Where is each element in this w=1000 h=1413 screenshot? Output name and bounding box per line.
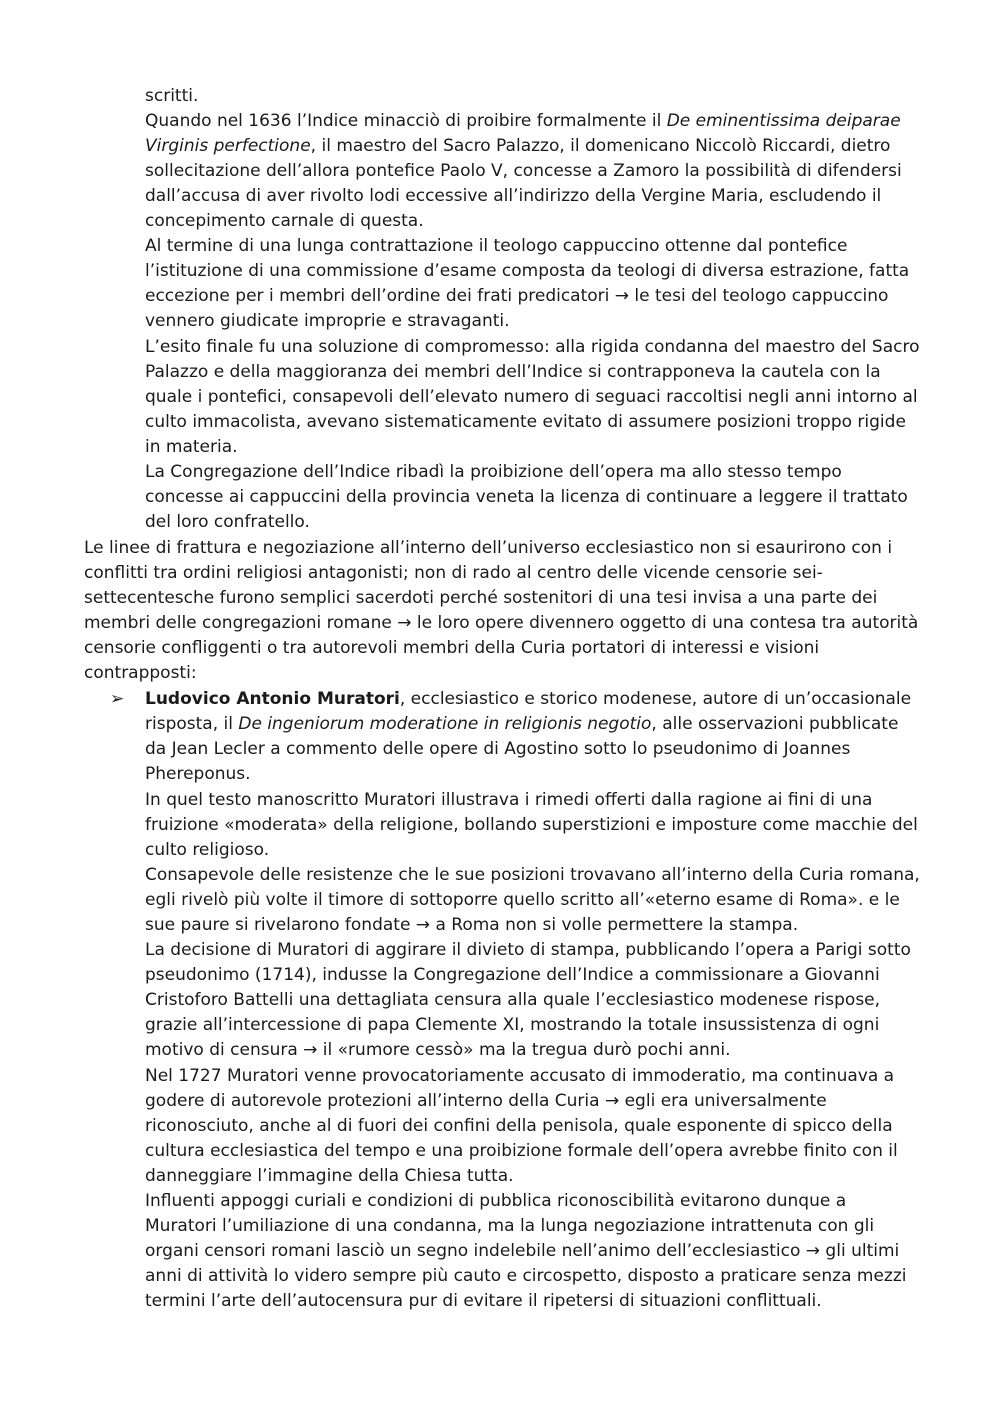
work-title: De ingeniorum moderatione in religionis negotio bbox=[238, 714, 652, 735]
paragraph-paris-edition: La decisione di Muratori di aggirare il divieto di stampa, pubblicando l’opera a Parigi sotto pseudonimo (1714), indusse la Congregazione dell’Indice a commissionare a Giovanni Cristoforo Battelli una dettagliata censura alla quale l’ecclesiastico modenese rispose, grazie all’intercessione di papa Clemente XI, mostrando la totale insussistenza di ogni motivo di censura → il «rumore cessò» ma la tregua durò pochi anni. bbox=[145, 940, 911, 1061]
paragraph-compromise: L’esito finale fu una soluzione di compromesso: alla rigida condanna del maestro del Sacro Palazzo e della maggioranza dei membri dell’Indice si contrapponeva la cautela con la quale i pontefici, consapevoli dell’elevato numero di seguaci raccoltisi negli anni intorno al culto immacolista, avevano sistematicamente evitato di assumere posizioni troppo rigide in materia. bbox=[145, 337, 920, 458]
text-run: , ecclesiastico e storico modenese, autore di un’occasionale risposta, il bbox=[145, 689, 912, 735]
paragraph-self-censorship: Influenti appoggi curiali e condizioni di pubblica riconoscibilità evitarono dunque a Muratori l’umiliazione di una condanna, ma la lunga negoziazione intrattenuta con gli organi censori romani lasciò un segno indelebile nell’animo dell’ecclesiastico → gli ultimi anni di attività lo videro sempre più cauto e circospetto, disposto a praticare senza mezzi termini l’arte dell’autocensura pur di evitare il ripetersi di situazioni conflittuali. bbox=[145, 1191, 907, 1312]
text-run: , il maestro del Sacro Palazzo, il domenicano Niccolò Riccardi, dietro sollecitazione dell’allora pontefice Paolo V, concesse a Zamoro la possibilità di difendersi dall’accusa di aver rivolto lodi eccessive all’indirizzo della Vergine Maria, escludendo il concepimento carnale di questa. bbox=[145, 136, 902, 232]
paragraph-scritti: scritti. bbox=[145, 86, 199, 106]
bullet-arrow-icon: ➢ bbox=[110, 689, 125, 709]
paragraph-zamoro-defense bbox=[145, 109, 920, 234]
person-name: Ludovico Antonio Muratori bbox=[145, 689, 400, 709]
paragraph-manuscript: In quel testo manoscritto Muratori illustrava i rimedi offerti dalla ragione ai fini di una fruizione «moderata» della religione, bollando superstizioni e imposture come macchie del culto religioso. bbox=[145, 790, 918, 861]
paragraph-resistances: Consapevole delle resistenze che le sue posizioni trovavano all’interno della Curia romana, egli rivelò più volte il timore di sottoporre quello scritto all’«eterno esame di Roma». e le sue paure si rivelarono fondate → a Roma non si volle permettere la stampa. bbox=[145, 865, 920, 936]
text-run: , alle osservazioni pubblicate da Jean Lecler a commento delle opere di Agostino sotto lo pseudonimo di Joannes Phereponus. bbox=[145, 714, 899, 785]
text-run: Quando nel 1636 l’Indice minacciò di proibire formalmente il bbox=[145, 111, 667, 131]
paragraph-1727: Nel 1727 Muratori venne provocatoriamente accusato di immoderatio, ma continuava a godere di autorevole protezioni all’interno della Curia → egli era universalmente riconosciuto, anche al di fuori dei confini della penisola, quale esponente di spicco della cultura ecclesiastica del tempo e una proibizione formale dell’opera avrebbe finito con il danneggiare l’immagine della Chiesa tutta. bbox=[145, 1066, 898, 1187]
paragraph-commission: Al termine di una lunga contrattazione il teologo cappuccino ottenne dal pontefice l’istituzione di una commissione d’esame composta da teologi di diversa estrazione, fatta eccezione per i membri dell’ordine dei frati predicatori → le tesi del teologo cappuccino vennero giudicate improprie e stravaganti. bbox=[145, 236, 910, 332]
work-title: De eminentissima deiparae Virginis perfectione bbox=[145, 111, 901, 157]
paragraph-fracture-lines: Le linee di frattura e negoziazione all’interno dell’universo ecclesiastico non si esaurirono con i conflitti tra ordini religiosi antagonisti; non di rado al centro delle vicende censorie sei-settecentesche furono semplici sacerdoti perché sostenitori di una tesi invisa a una parte dei membri delle congregazioni romane → le loro opere divennero oggetto di una contesa tra autorità censorie confliggenti o tra autorevoli membri della Curia portatori di interessi e visioni contrapposti: bbox=[84, 538, 919, 684]
paragraph-congregation: La Congregazione dell’Indice ribadì la proibizione dell’opera ma allo stesso tempo concesse ai cappuccini della provincia veneta la licenza di continuare a leggere il trattato del loro confratello. bbox=[145, 462, 908, 533]
bullet-muratori bbox=[145, 687, 920, 787]
